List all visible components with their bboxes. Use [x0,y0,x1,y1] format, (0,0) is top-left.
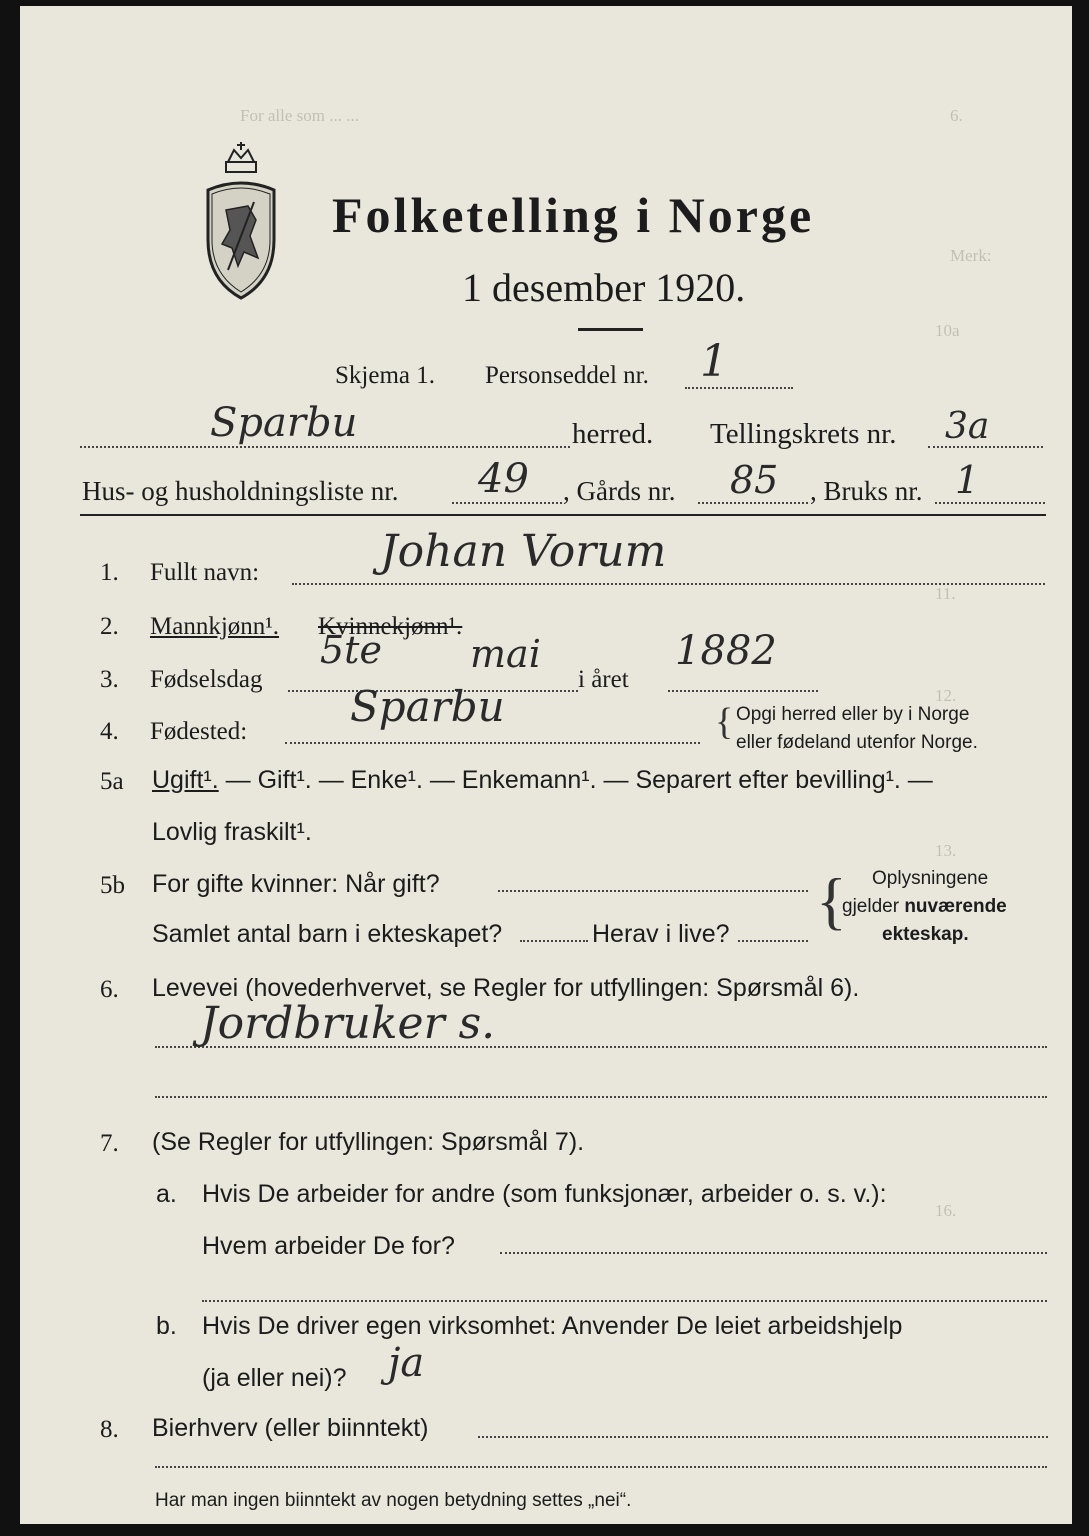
birthdate-label: Fødselsdag [150,666,263,693]
q2-number: 2. [100,613,119,640]
bleed-through-8: 16. [935,1201,957,1220]
q1-label: Fullt navn: [150,559,260,586]
bleed-through-3: Merk: [950,246,992,265]
children-field-line [520,940,588,942]
person-slip-label: Personseddel nr. [485,362,649,389]
q7a-employer-label: Hvem arbeider De for? [202,1232,455,1260]
marital-divorced[interactable]: Lovlig fraskilt¹. [152,818,312,846]
secondary-income-field-line-2 [155,1466,1047,1468]
farm-number-value[interactable]: 85 [730,458,779,502]
q7b-letter: b. [156,1312,177,1340]
q8-number: 8. [100,1416,119,1443]
municipality-field-line [80,446,570,448]
q5a-number: 5a [100,768,124,795]
bleed-through-1: 6. [950,106,963,125]
q7b-yes-no-value[interactable]: ja [388,1340,425,1386]
q7a-text: Hvis De arbeider for andre (som funksjonær, arbeider o. s. v.): [202,1180,887,1208]
bleed-through-7: 13. [935,841,957,860]
birth-year-field-line [668,690,818,692]
q7a-letter: a. [156,1180,177,1208]
title-divider [578,328,643,331]
farm-number-label: , Gårds nr. [563,476,676,506]
full-name-value[interactable]: Johan Vorum [380,526,667,577]
form-title: Folketelling i Norge [332,187,815,243]
marriage-brace: { [816,865,847,936]
employer-field-line-1 [500,1252,1047,1254]
census-district-value[interactable]: 3a [945,406,990,447]
married-women-label: For gifte kvinner: Når gift? [152,870,440,898]
q7b-text: Hvis De driver egen virksomhet: Anvender De leiet arbeidshjelp [202,1312,903,1340]
header-divider [80,514,1046,516]
birth-year-label: i året [578,666,629,693]
birth-year-value[interactable]: 1882 [675,628,777,674]
bleed-through-2: For alle som ... ... [240,106,359,125]
person-slip-number[interactable]: 1 [700,336,728,387]
q4-number: 4. [100,718,119,745]
schema-label: Skjema 1. [335,362,435,389]
norway-coat-of-arms-icon [198,140,284,300]
municipality-label: herred. [572,418,654,450]
q7-number: 7. [100,1130,119,1157]
q3-number: 3. [100,666,119,693]
birthdate-month-value[interactable]: mai [470,632,541,676]
holding-number-value[interactable]: 1 [955,458,980,502]
marriage-note-3: ekteskap. [882,924,969,945]
q6-number: 6. [100,976,119,1003]
birthplace-field-line [285,742,700,744]
birthplace-note-1: Opgi herred eller by i Norge [736,704,970,725]
household-list-value[interactable]: 49 [478,456,529,502]
bleed-through-6: 12. [935,686,957,705]
sex-female-option[interactable]: Kvinnekjønn¹. [318,613,463,640]
occupation-value[interactable]: Jordbruker s. [200,998,496,1049]
holding-number-field-line [935,502,1045,504]
farm-number-field-line [698,502,808,504]
household-list-label: Hus- og husholdningsliste nr. [82,476,399,506]
marital-options [152,766,933,795]
married-when-field-line [498,890,808,892]
q1-field-line [292,583,1045,585]
alive-field-line [738,940,808,942]
marriage-note-2: gjelder nuværende [842,896,1007,917]
q1-number: 1. [100,559,119,586]
birthplace-brace: { [715,701,734,743]
secondary-income-field-line-1 [478,1436,1048,1438]
household-list-field-line [452,502,562,504]
footnote: Har man ingen biinntekt av nogen betydning settes „nei“. [155,1490,632,1511]
occupation-label: Levevei (hovederhvervet, se Regler for utfyllingen: Spørsmål 6). [152,974,860,1002]
employer-field-line-2 [202,1300,1047,1302]
occupation-field-line-2 [155,1096,1047,1098]
census-form [20,6,1072,1524]
marital-unmarried[interactable]: Ugift¹. [152,766,219,794]
q7-label: (Se Regler for utfyllingen: Spørsmål 7). [152,1128,585,1156]
birthplace-value[interactable]: Sparbu [350,682,505,731]
form-subtitle: 1 desember 1920. [462,265,746,310]
census-district-label: Tellingskrets nr. [710,418,897,450]
birthdate-day-value[interactable]: 5te [320,628,382,672]
bleed-through-5: 11. [935,584,956,603]
holding-number-label: , Bruks nr. [810,476,923,506]
alive-label: Herav i live? [592,920,730,948]
birthplace-label: Fødested: [150,718,248,745]
marriage-note-1: Oplysningene [872,868,989,889]
bleed-through-4: 10a [935,321,960,340]
q5b-number: 5b [100,872,125,899]
birthplace-note-2: eller fødeland utenfor Norge. [736,732,978,753]
q8-label: Bierhverv (eller biinntekt) [152,1414,429,1442]
children-label: Samlet antal barn i ekteskapet? [152,920,503,948]
person-slip-field-line [685,387,793,389]
marital-rest[interactable]: — Gift¹. — Enke¹. — Enkemann¹. — Separert efter bevilling¹. — [218,766,933,794]
sex-male-option[interactable]: Mannkjønn¹. [150,613,280,640]
municipality-value[interactable]: Sparbu [210,400,358,446]
q7b-yes-no-label: (ja eller nei)? [202,1364,347,1392]
